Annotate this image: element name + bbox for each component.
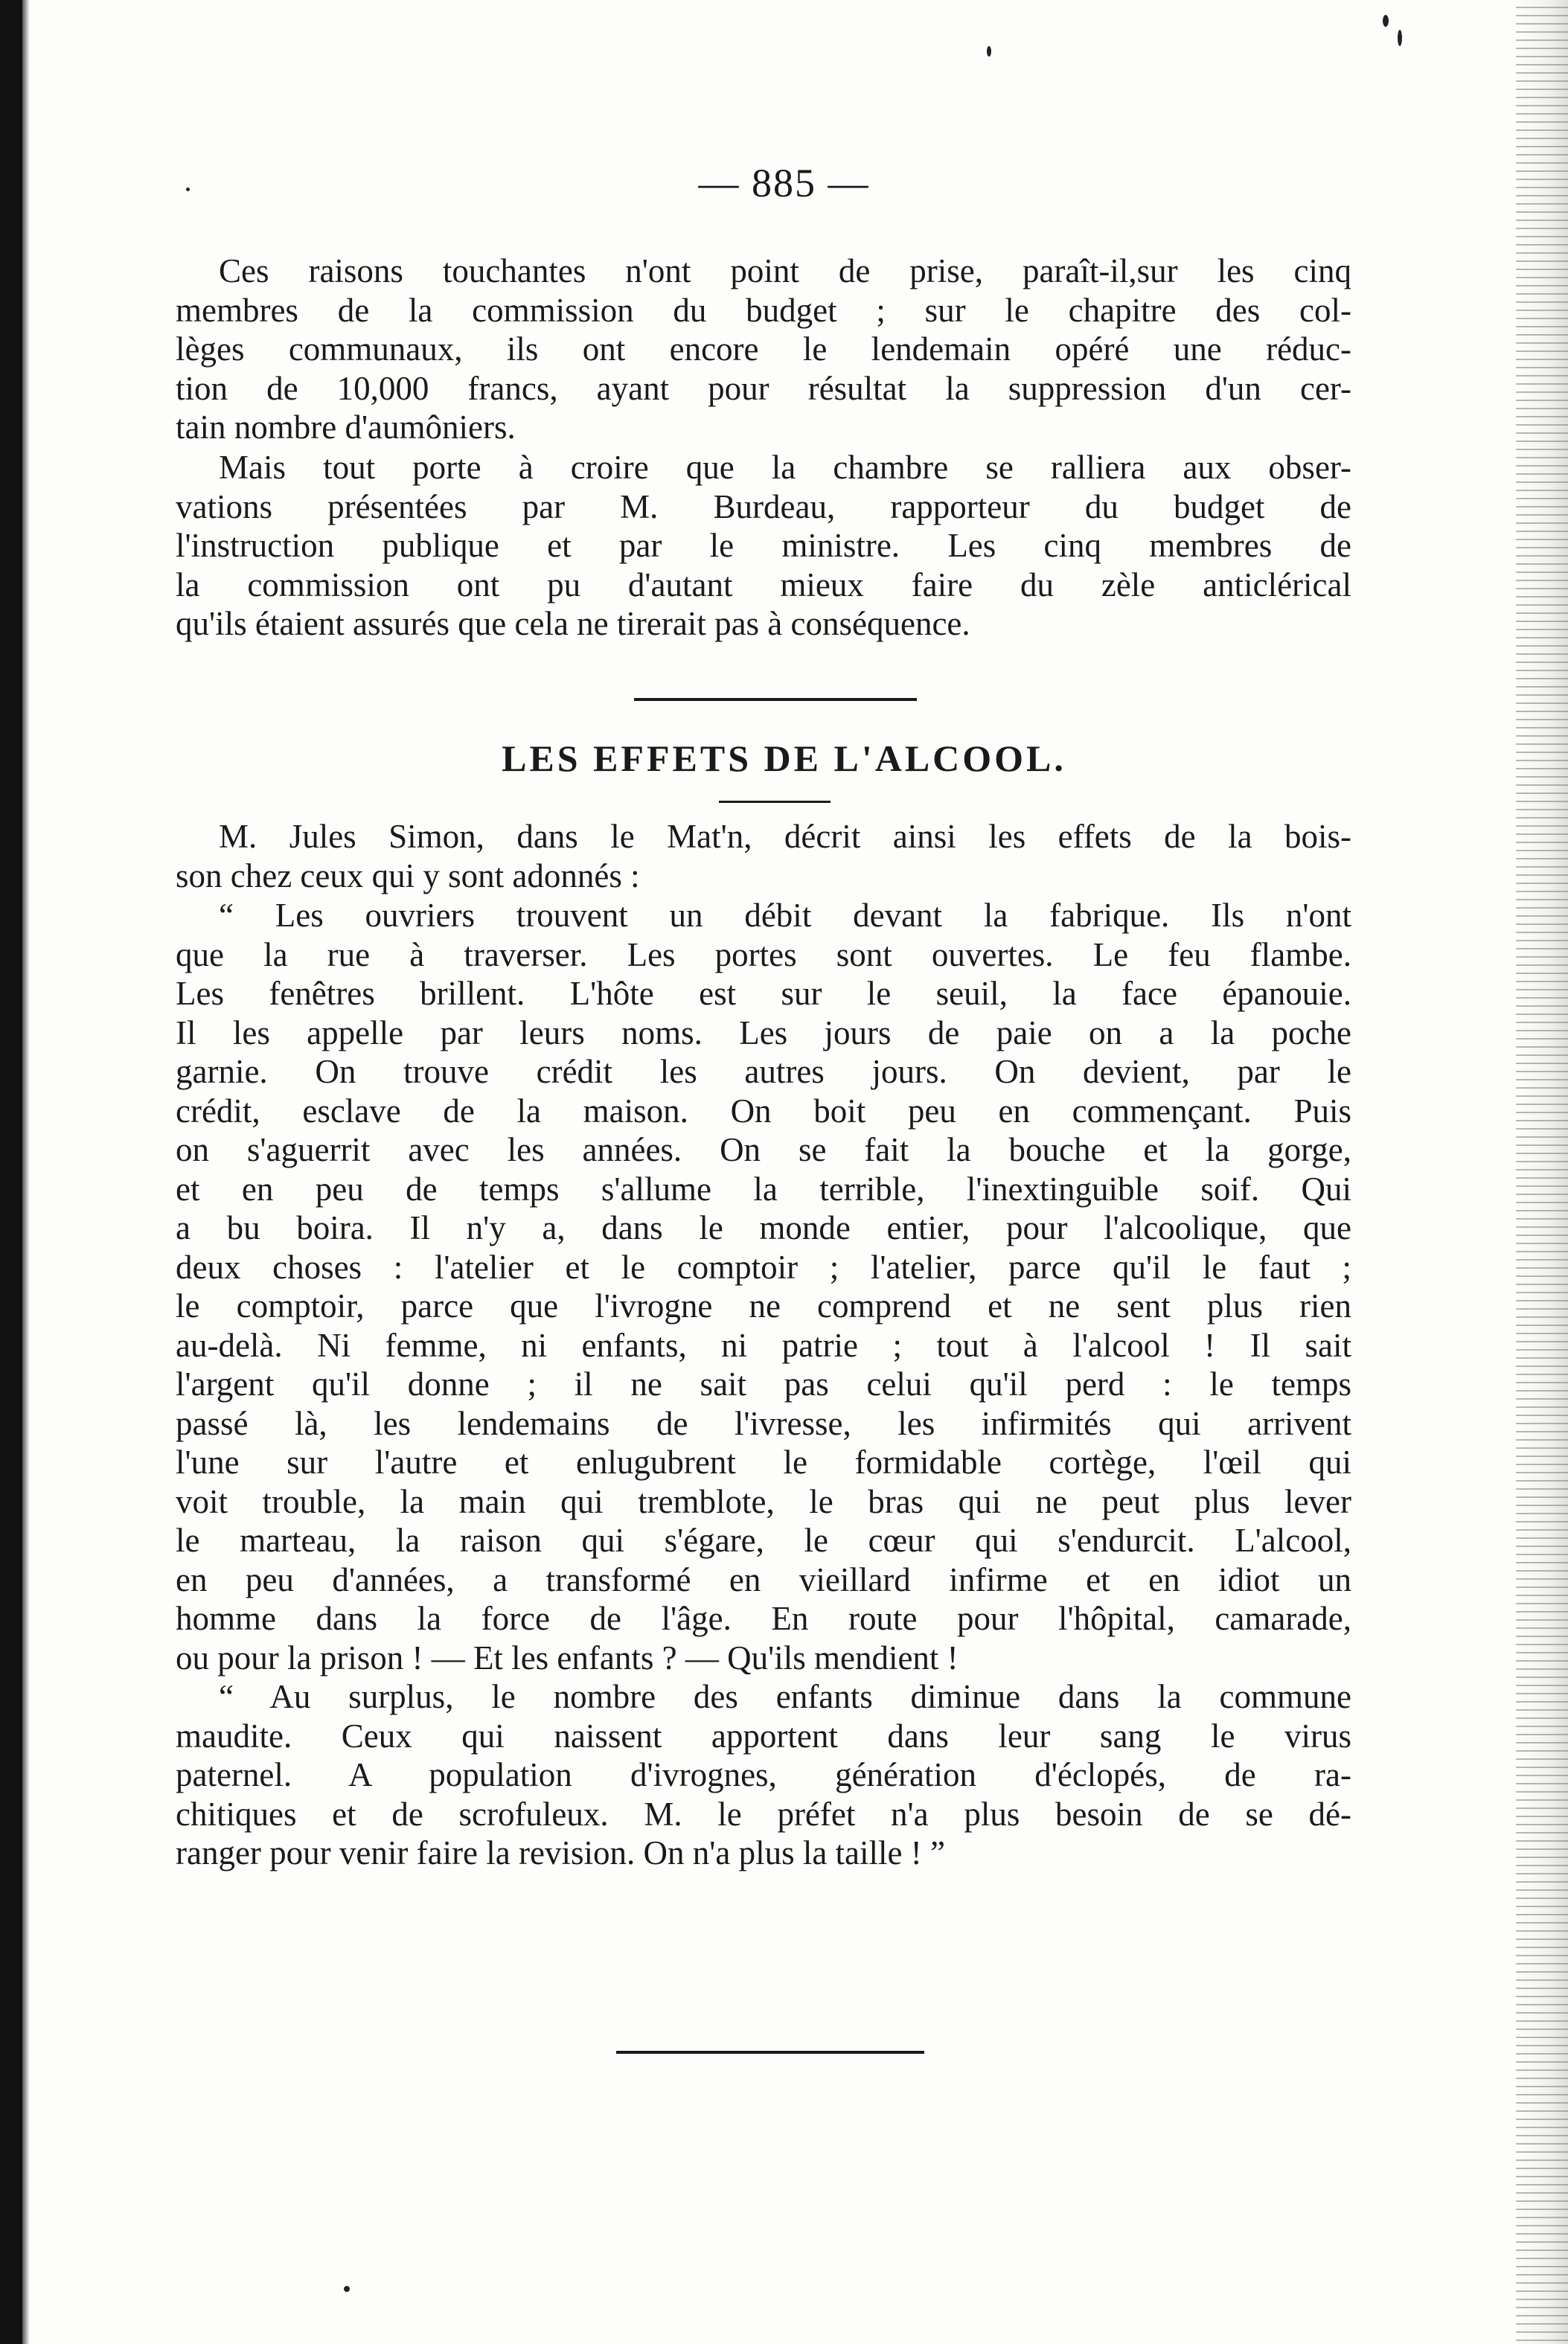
paragraph-3: [176, 817, 1351, 895]
text-line: le comptoir, parce que l'ivrogne ne comprend et ne sent plus rien: [176, 1287, 1351, 1325]
text-line: maudite. Ceux qui naissent apportent dans leur sang le virus: [176, 1717, 1351, 1755]
text-line: qu'ils étaient assurés que cela ne tirerait pas à conséquence.: [176, 605, 970, 642]
text-line: tion de 10,000 francs, ayant pour résultat la suppression d'un cer-: [176, 369, 1351, 407]
text-line: ranger pour venir faire la revision. On n'a plus la taille ! ”: [176, 1834, 945, 1871]
text-line: homme dans la force de l'âge. En route pour l'hôpital, camarade,: [176, 1600, 1351, 1637]
text-line: deux choses : l'atelier et le comptoir ; l'atelier, parce qu'il le faut ;: [176, 1248, 1351, 1286]
text-line: la commission ont pu d'autant mieux faire du zèle anticlérical: [176, 566, 1351, 603]
speck: [344, 2286, 350, 2292]
text-line: on s'aguerrit avec les années. On se fait la bouche et la gorge,: [176, 1131, 1351, 1168]
text-line: son chez ceux qui y sont adonnés :: [176, 856, 640, 894]
page-number: — 885 —: [698, 161, 870, 205]
text-line: garnie. On trouve crédit les autres jours. On devient, par le: [176, 1053, 1351, 1090]
text-line: crédit, esclave de la maison. On boit peu en commençant. Puis: [176, 1092, 1351, 1130]
speck: [987, 46, 991, 57]
text-line: “ Au surplus, le nombre des enfants diminue dans la commune: [219, 1678, 1351, 1715]
paragraph-1: [176, 252, 1351, 447]
text-line: Mais tout porte à croire que la chambre se ralliera aux obser-: [219, 449, 1351, 486]
text-line: l'argent qu'il donne ; il ne sait pas celui qu'il perd : le temps: [176, 1365, 1351, 1403]
text-line: tain nombre d'aumôniers.: [176, 409, 516, 446]
text-line: ou pour la prison ! — Et les enfants ? — Qu'ils mendient !: [176, 1639, 959, 1677]
text-line: que la rue à traverser. Les portes sont ouvertes. Le feu flambe.: [176, 935, 1351, 973]
text-line: M. Jules Simon, dans le Mat'n, décrit ainsi les effets de la bois-: [219, 818, 1351, 855]
text-line: “ Les ouvriers trouvent un débit devant la fabrique. Ils n'ont: [219, 897, 1351, 934]
text-line: le marteau, la raison qui s'égare, le cœur qui s'endurcit. L'alcool,: [176, 1522, 1351, 1559]
quotation-paragraph-1: [176, 896, 1351, 1677]
text-line: l'instruction publique et par le ministre. Les cinq membres de: [176, 527, 1351, 564]
text-line: chitiques et de scrofuleux. M. le préfet n'a plus besoin de se dé-: [176, 1795, 1351, 1833]
text-line: au-delà. Ni femme, ni enfants, ni patrie ; tout à l'alcool ! Il sait: [176, 1326, 1351, 1364]
text-line: et en peu de temps s'allume la terrible, l'inextinguible soif. Qui: [176, 1170, 1351, 1208]
speck: [1398, 30, 1402, 46]
text-line: a bu boira. Il n'y a, dans le monde entier, pour l'alcoolique, que: [176, 1209, 1351, 1246]
text-line: Les fenêtres brillent. L'hôte est sur le seuil, la face épanouie.: [176, 975, 1351, 1012]
separator-rule: [634, 698, 917, 701]
speck: [1383, 15, 1389, 27]
binding-gradient: [22, 0, 30, 2344]
text-line: membres de la commission du budget ; sur le chapitre des col-: [176, 291, 1351, 329]
text-line: paternel. A population d'ivrognes, génération d'éclopés, de ra-: [176, 1756, 1351, 1793]
page-edge-noise: [1516, 0, 1568, 2344]
text-line: Il les appelle par leurs noms. Les jours de paie on a la poche: [176, 1014, 1351, 1051]
paragraph-2: [176, 448, 1351, 644]
quotation-paragraph-2: [176, 1677, 1351, 1873]
section-title: LES EFFETS DE L'ALCOOL.: [502, 737, 1066, 779]
text-line: lèges communaux, ils ont encore le lendemain opéré une réduc-: [176, 330, 1351, 368]
text-line: l'une sur l'autre et enlugubrent le formidable cortège, l'œil qui: [176, 1444, 1351, 1481]
binding-shadow: [0, 0, 22, 2344]
text-line: Ces raisons touchantes n'ont point de prise, paraît-il,sur les cinq: [219, 252, 1351, 289]
text-line: passé là, les lendemains de l'ivresse, les infirmités qui arrivent: [176, 1404, 1351, 1442]
text-line: en peu d'années, a transformé en vieillard infirme et en idiot un: [176, 1560, 1351, 1598]
closing-rule: [616, 2051, 924, 2054]
text-line: voit trouble, la main qui tremblote, le bras qui ne peut plus lever: [176, 1482, 1351, 1520]
text-line: vations présentées par M. Burdeau, rapporteur du budget de: [176, 487, 1351, 525]
title-underline: [719, 801, 831, 803]
